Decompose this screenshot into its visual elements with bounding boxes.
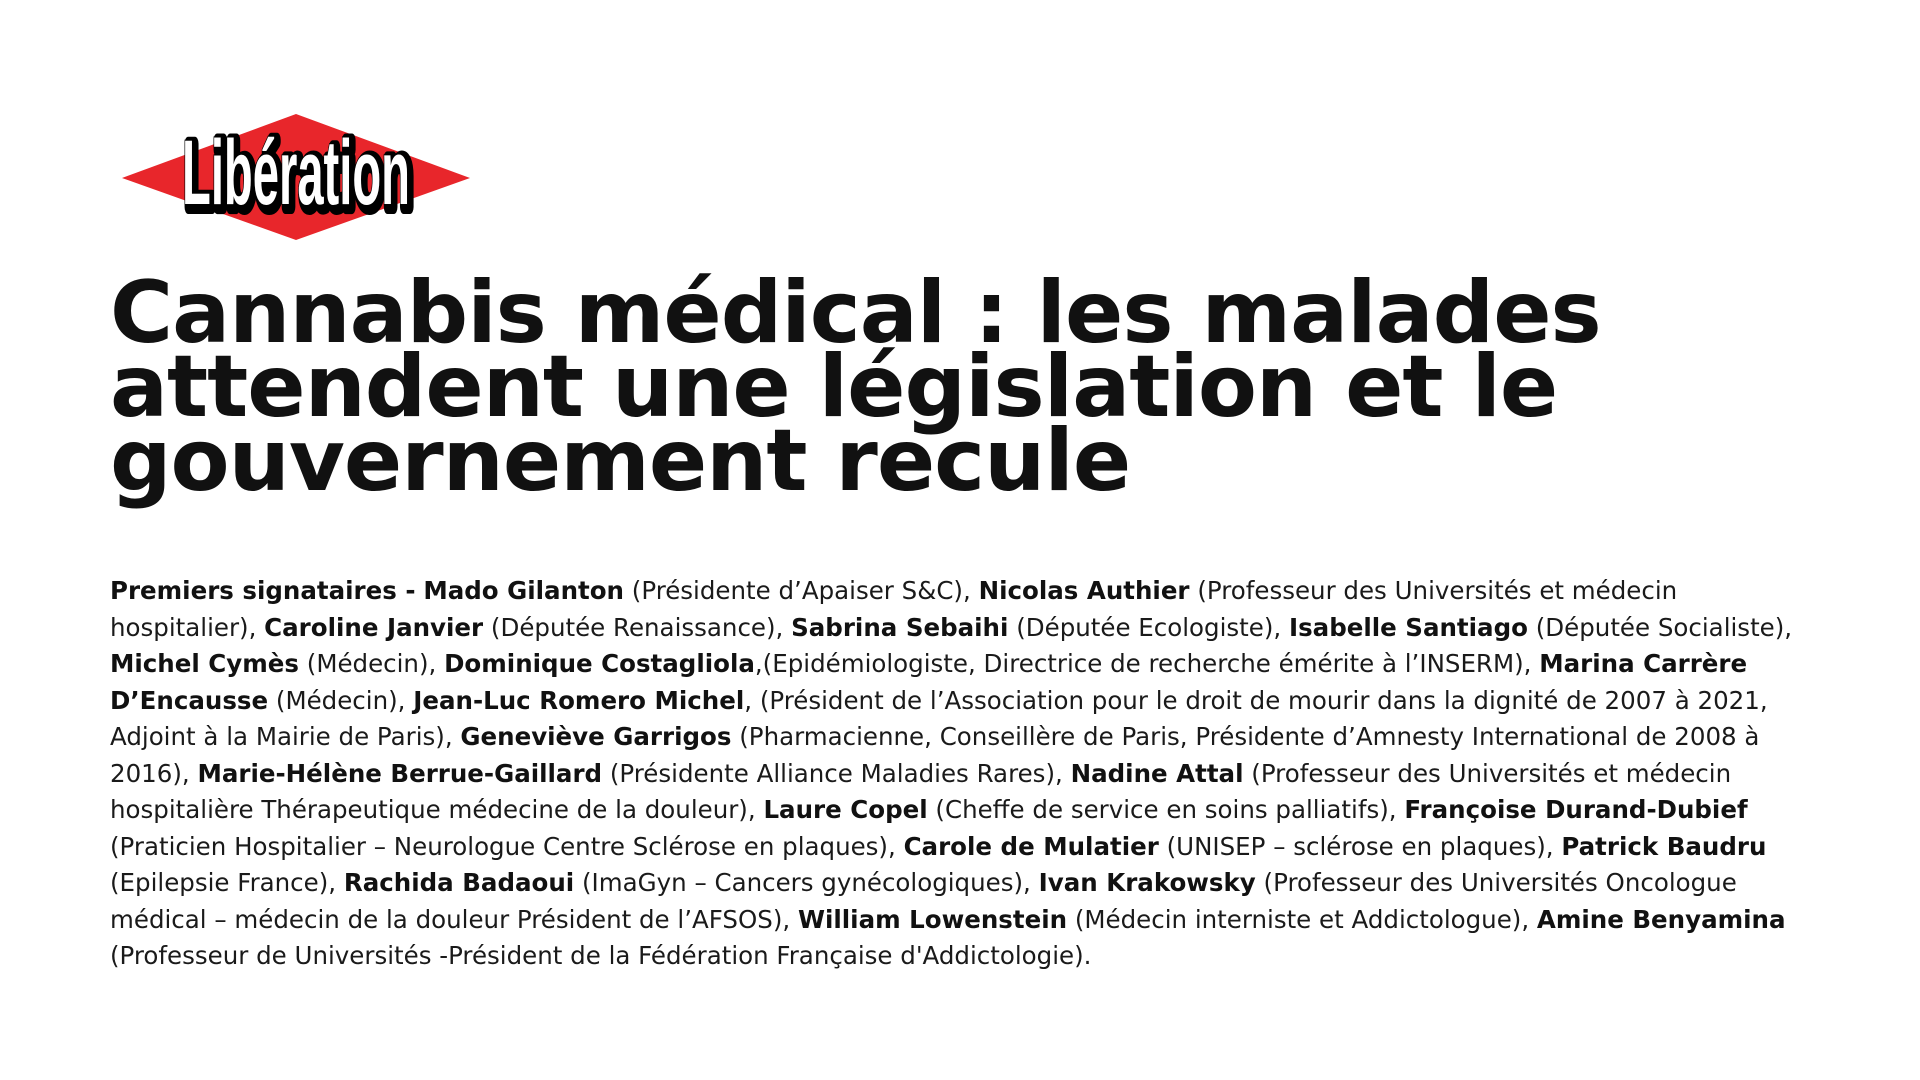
signatory-name: Jean-Luc Romero Michel [413,685,745,715]
signatory-description: (Professeur des Universités et médecin hospitalier), [110,576,1678,642]
signatory-description: (UNISEP – sclérose en plaques), [1158,831,1562,861]
liberation-logo [122,112,470,242]
signatory-name: Dominique Costagliola [444,649,755,678]
signatory-name: Ivan Krakowsky [1038,868,1256,897]
signatory-name: Caroline Janvier [264,612,484,642]
signatory-name: Patrick Baudru [1561,831,1767,861]
signatory-name: Isabelle Santiago [1288,612,1528,642]
signatory-name: William Lowenstein [797,904,1068,934]
signatory-description: (Présidente Alliance Maladies Rares), [602,758,1071,788]
signatory-description: , (Président de l’Association pour le droit de mourir dans la dignité de 2007 à 2021, Adjoint à la Mairie de Paris), [110,685,1768,751]
signatory-description: (Professeur de Universités -Président de la Fédération Française d'Addictologie). [110,941,1092,970]
signatories-intro: Premiers signataires - [110,576,416,605]
signatory-description: (Présidente d’Apaiser S&C), [624,576,979,605]
signatory-name: Mado Gilanton [423,576,624,605]
signatory-name: Michel Cymès [110,649,299,678]
signatory-name: Carole de Mulatier [903,831,1159,861]
signatory-description: (Professeur des Universités Oncologue médical – médecin de la douleur Président de l’AFSOS), [110,868,1737,934]
signatory-description: (Députée Renaissance), [483,612,792,642]
signatory-description: (Praticien Hospitalier – Neurologue Centre Sclérose en plaques), [110,831,904,861]
signatory-description: (Médecin), [298,649,445,678]
signatory-name: Françoise Durand-Dubief [1404,795,1748,824]
signatory-list [110,576,1792,970]
signatory-name: Geneviève Garrigos [460,722,732,751]
signatory-description: (Médecin interniste et Addictologue), [1067,904,1537,934]
signatory-name: Rachida Badaoui [343,868,575,897]
signatory-name: Sabrina Sebaihi [791,612,1009,642]
signatory-name: Nicolas Authier [978,576,1190,605]
signatory-name: Amine Benyamina [1536,904,1786,934]
signatory-name: Marie-Hélène Berrue-Gaillard [197,758,603,788]
signatory-name: Laure Copel [763,795,928,824]
signatory-description: (Cheffe de service en soins palliatifs), [927,795,1405,824]
signatory-description: (Epilepsie France), [110,868,344,897]
article-headline: Cannabis médical : les malades attendent une législation et le gouvernement recule [110,263,1601,511]
logo-text: Libération [182,122,410,224]
signatory-description: (Députée Socialiste), [1527,612,1793,642]
signatory-description: (Médecin), [268,685,414,715]
signatory-description: (Professeur des Universités et médecin hospitalière Thérapeutique médecine de la douleur), [110,758,1732,824]
logo-diamond-icon [122,112,470,242]
signatory-name: Nadine Attal [1070,758,1244,788]
signatory-description: ,(Epidémiologiste, Directrice de recherche émérite à l’INSERM), [754,649,1540,678]
signatory-description: (ImaGyn – Cancers gynécologiques), [574,868,1039,897]
signatory-name: Marina Carrère D’Encausse [110,649,1748,715]
logo-text: Libération [185,125,413,227]
signatory-description: (Pharmacienne, Conseillère de Paris, Présidente d’Amnesty International de 2008 à 2016), [110,722,1760,788]
signatory-description: (Députée Ecologiste), [1008,612,1289,642]
signatories-paragraph [110,573,1810,975]
